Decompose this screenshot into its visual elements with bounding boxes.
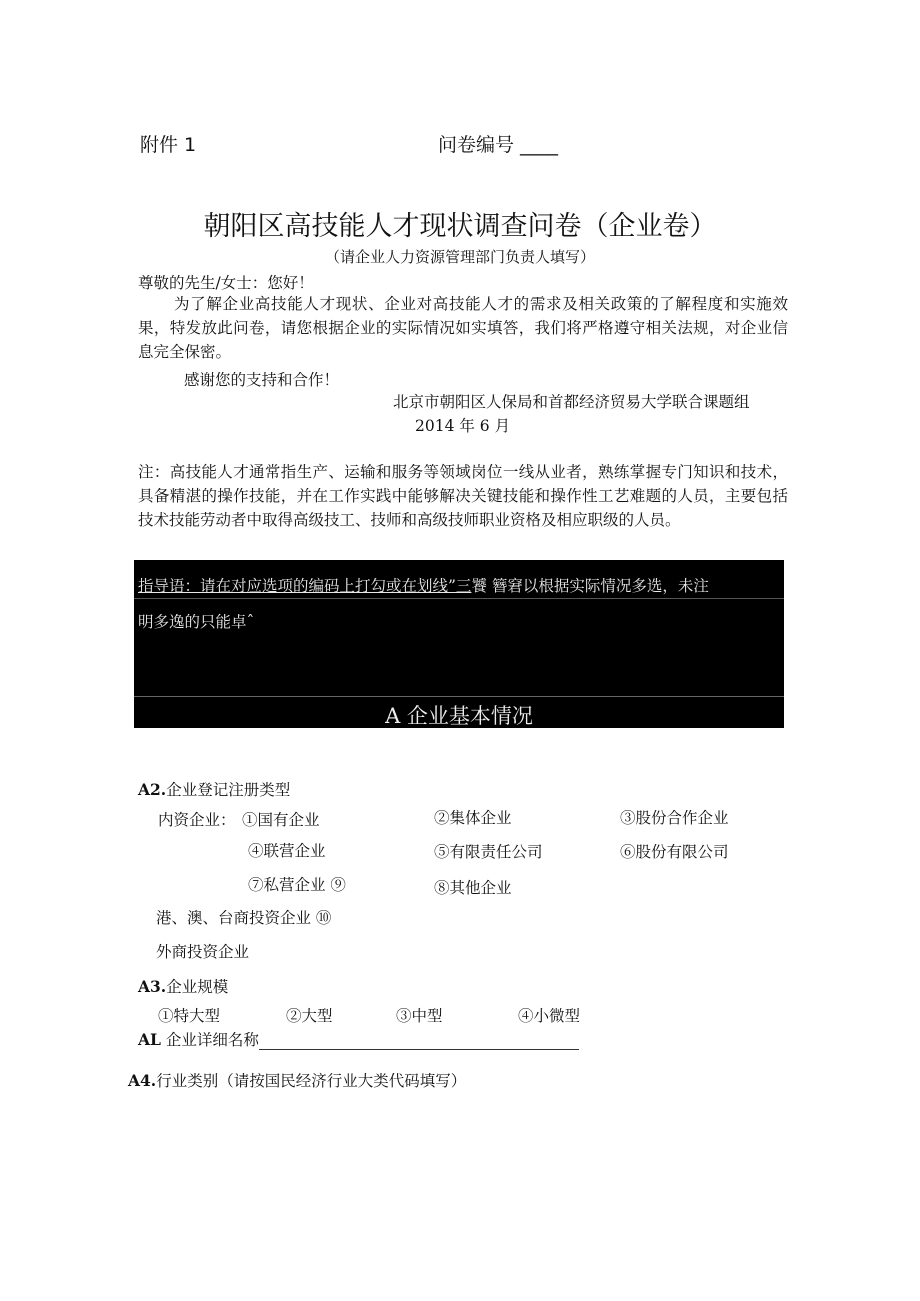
option-a2-7[interactable]: ⑦私营企业 ⑨ — [248, 876, 346, 894]
divider — [134, 598, 784, 599]
option-a2-1[interactable]: ①国有企业 — [242, 811, 320, 829]
question-label: A2. — [138, 780, 167, 799]
question-label: AL — [138, 1030, 161, 1049]
date: 2014 年 6 月 — [415, 417, 511, 435]
question-text: 企业详细名称 — [160, 1031, 259, 1049]
question-a3 — [138, 975, 228, 997]
question-label: A4. — [128, 1071, 157, 1090]
page-subtitle: （请企业人力资源管理部门负责人填写） — [324, 248, 595, 266]
option-a2-foreign[interactable]: 外商投资企业 — [156, 943, 250, 961]
domestic-label: 内资企业： — [158, 811, 236, 829]
company-name-field[interactable] — [259, 1035, 579, 1050]
option-a2-8[interactable]: ⑧其他企业 — [434, 879, 512, 897]
question-al — [138, 1028, 579, 1050]
question-label: A3. — [138, 977, 167, 996]
option-a3-4[interactable]: ④小微型 — [518, 1007, 581, 1025]
option-a3-2[interactable]: ②大型 — [286, 1007, 333, 1025]
question-text: 企业登记注册类型 — [166, 781, 291, 799]
page-title: 朝阳区高技能人才现状调查问卷（企业卷） — [203, 211, 717, 242]
signature: 北京市朝阳区人保局和首都经济贸易大学联合课题组 — [393, 393, 750, 411]
thanks-line: 感谢您的支持和合作！ — [184, 371, 340, 389]
guide-rest-text: 饕 簪窘以根据实际情况多选，未注 — [471, 577, 709, 595]
option-a2-3[interactable]: ③股份合作企业 — [620, 809, 729, 827]
option-a3-1[interactable]: ①特大型 — [158, 1007, 221, 1025]
questionnaire-number: 问卷编号 ____ — [438, 134, 559, 156]
guide-underlined-text: 指导语：请在对应选项的编码上打勾或在划线”三 — [138, 577, 472, 595]
section-a-title: A 企业基本情况 — [385, 704, 533, 728]
intro-paragraph: 为了解企业高技能人才现状、企业对高技能人才的需求及相关政策的了解程度和实施效果，特发放此问卷，请您根据企业的实际情况如实填答，我们将严格遵守相关法规，对企业信息完全保密。 — [138, 295, 788, 361]
guide-line-1 — [138, 574, 709, 596]
guide-line-2: 明多逸的只能卓ˆ — [138, 613, 255, 631]
question-text: 行业类别（请按国民经济行业大类代码填写） — [156, 1072, 467, 1090]
greeting: 尊敬的先生/女士：您好！ — [138, 274, 314, 292]
question-a2 — [138, 778, 290, 800]
option-a2-hk[interactable]: 港、澳、台商投资企业 ⑩ — [156, 909, 332, 927]
question-a4 — [128, 1069, 466, 1091]
option-a2-2[interactable]: ②集体企业 — [434, 809, 512, 827]
question-text: 企业规模 — [166, 978, 229, 996]
note-paragraph: 注：高技能人才通常指生产、运输和服务等领域岗位一线从业者，熟练掌握专门知识和技术，具备精湛的操作技能，并在工作实践中能够解决关键技能和操作性工艺难题的人员，主要包括技术技能劳动者中取得高级技工、技师和高级技师职业资格及相应职级的人员。 — [138, 463, 788, 529]
option-a3-3[interactable]: ③中型 — [396, 1007, 443, 1025]
divider — [134, 696, 784, 697]
option-a2-6[interactable]: ⑥股份有限公司 — [620, 843, 729, 861]
option-a2-4[interactable]: ④联营企业 — [248, 842, 326, 860]
attachment-label: 附件 1 — [140, 134, 197, 156]
instruction-box — [134, 560, 784, 728]
option-a2-5[interactable]: ⑤有限责任公司 — [434, 843, 543, 861]
